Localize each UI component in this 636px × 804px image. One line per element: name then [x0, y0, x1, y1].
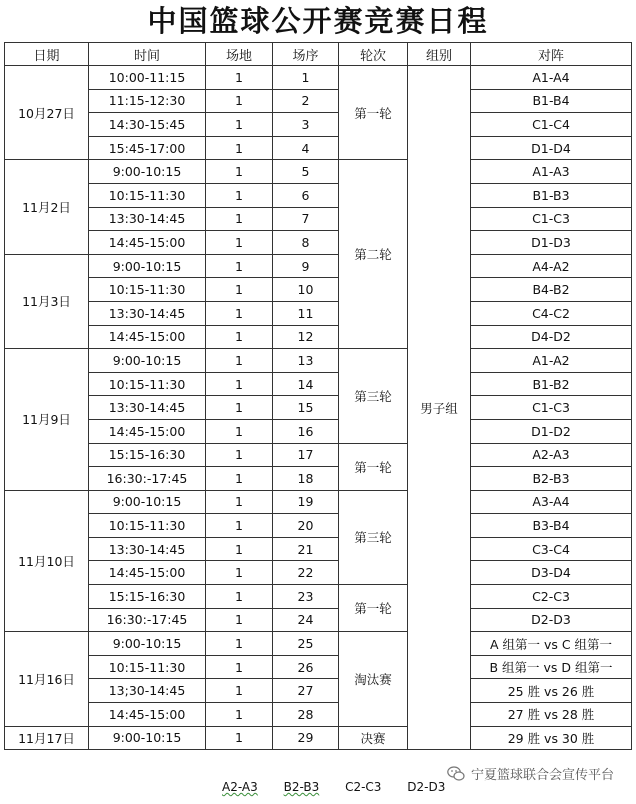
- header-date: 日期: [5, 43, 89, 66]
- match-cell: B3-B4: [471, 514, 632, 538]
- court-cell: 1: [206, 585, 273, 609]
- match-cell: A1-A2: [471, 349, 632, 373]
- seq-cell: 7: [273, 207, 339, 231]
- time-cell: 14:45-15:00: [89, 325, 206, 349]
- table-row: [5, 301, 632, 325]
- time-cell: 10:15-11:30: [89, 655, 206, 679]
- seq-cell: 6: [273, 183, 339, 207]
- table-row: [5, 490, 632, 514]
- table-row: [5, 349, 632, 373]
- time-cell: 9:00-10:15: [89, 349, 206, 373]
- seq-cell: 2: [273, 89, 339, 113]
- time-cell: 10:15-11:30: [89, 278, 206, 302]
- wechat-icon: [447, 766, 465, 782]
- time-cell: 15:15-16:30: [89, 443, 206, 467]
- seq-cell: 24: [273, 608, 339, 632]
- date-cell: 11月10日: [5, 490, 89, 632]
- time-cell: 10:15-11:30: [89, 372, 206, 396]
- match-cell: D2-D3: [471, 608, 632, 632]
- seq-cell: 10: [273, 278, 339, 302]
- time-cell: 9:00-10:15: [89, 160, 206, 184]
- date-cell: 11月17日: [5, 726, 89, 750]
- time-cell: 14:45-15:00: [89, 561, 206, 585]
- seq-cell: 4: [273, 136, 339, 160]
- round-cell: 决赛: [339, 726, 408, 750]
- court-cell: 1: [206, 703, 273, 727]
- table-row: [5, 372, 632, 396]
- table-row: [5, 89, 632, 113]
- seq-cell: 1: [273, 66, 339, 90]
- table-row: [5, 113, 632, 137]
- time-cell: 14:45-15:00: [89, 419, 206, 443]
- match-cell: B2-B3: [471, 467, 632, 491]
- header-row: [5, 43, 632, 66]
- time-cell: 16:30:-17:45: [89, 467, 206, 491]
- time-cell: 9:00-10:15: [89, 490, 206, 514]
- header-time: 时间: [89, 43, 206, 66]
- time-cell: 9:00-10:15: [89, 254, 206, 278]
- match-cell: C1-C4: [471, 113, 632, 137]
- match-cell: B 组第一 vs D 组第一: [471, 655, 632, 679]
- match-cell: A3-A4: [471, 490, 632, 514]
- schedule-body: [5, 66, 632, 750]
- match-cell: C4-C2: [471, 301, 632, 325]
- footer-item: C2-C3: [345, 780, 382, 794]
- seq-cell: 12: [273, 325, 339, 349]
- match-cell: D4-D2: [471, 325, 632, 349]
- table-row: [5, 396, 632, 420]
- time-cell: 10:15-11:30: [89, 514, 206, 538]
- time-cell: 13:30-14:45: [89, 396, 206, 420]
- match-cell: C1-C3: [471, 207, 632, 231]
- court-cell: 1: [206, 207, 273, 231]
- match-cell: D1-D2: [471, 419, 632, 443]
- table-row: [5, 632, 632, 656]
- watermark: [447, 764, 614, 783]
- table-row: [5, 419, 632, 443]
- court-cell: 1: [206, 537, 273, 561]
- court-cell: 1: [206, 231, 273, 255]
- court-cell: 1: [206, 726, 273, 750]
- court-cell: 1: [206, 655, 273, 679]
- court-cell: 1: [206, 396, 273, 420]
- seq-cell: 20: [273, 514, 339, 538]
- court-cell: 1: [206, 325, 273, 349]
- seq-cell: 11: [273, 301, 339, 325]
- time-cell: 13:30-14:45: [89, 537, 206, 561]
- seq-cell: 9: [273, 254, 339, 278]
- round-cell: 第一轮: [339, 66, 408, 160]
- court-cell: 1: [206, 136, 273, 160]
- match-cell: D1-D3: [471, 231, 632, 255]
- table-row: [5, 537, 632, 561]
- page-title: 中国篮球公开赛竞赛日程: [147, 4, 489, 38]
- seq-cell: 3: [273, 113, 339, 137]
- match-cell: B1-B2: [471, 372, 632, 396]
- seq-cell: 26: [273, 655, 339, 679]
- court-cell: 1: [206, 183, 273, 207]
- footer-item: B2-B3: [283, 780, 320, 794]
- table-row: [5, 655, 632, 679]
- schedule-table: [4, 42, 632, 750]
- seq-cell: 5: [273, 160, 339, 184]
- date-cell: 11月2日: [5, 160, 89, 254]
- court-cell: 1: [206, 632, 273, 656]
- match-cell: A 组第一 vs C 组第一: [471, 632, 632, 656]
- match-cell: 29 胜 vs 30 胜: [471, 726, 632, 750]
- table-row: [5, 183, 632, 207]
- time-cell: 14:45-15:00: [89, 703, 206, 727]
- footer-item: A2-A3: [222, 780, 258, 794]
- round-cell: 第二轮: [339, 160, 408, 349]
- match-cell: A4-A2: [471, 254, 632, 278]
- date-cell: 11月9日: [5, 349, 89, 491]
- court-cell: 1: [206, 679, 273, 703]
- round-cell: 第三轮: [339, 490, 408, 584]
- time-cell: 15:15-16:30: [89, 585, 206, 609]
- court-cell: 1: [206, 443, 273, 467]
- seq-cell: 16: [273, 419, 339, 443]
- date-cell: 10月27日: [5, 66, 89, 160]
- header-court: 场地: [206, 43, 273, 66]
- round-cell: 第一轮: [339, 443, 408, 490]
- round-cell: 第一轮: [339, 585, 408, 632]
- table-row: [5, 160, 632, 184]
- footer-item: D2-D3: [407, 780, 446, 794]
- table-row: [5, 278, 632, 302]
- court-cell: 1: [206, 89, 273, 113]
- time-cell: 13:30-14:45: [89, 301, 206, 325]
- time-cell: 11:15-12:30: [89, 89, 206, 113]
- watermark-text: 宁夏篮球联合会宣传平台: [470, 768, 614, 783]
- date-cell: 11月16日: [5, 632, 89, 726]
- court-cell: 1: [206, 278, 273, 302]
- match-cell: A1-A4: [471, 66, 632, 90]
- time-cell: 13;30-14:45: [89, 679, 206, 703]
- seq-cell: 28: [273, 703, 339, 727]
- match-cell: B1-B4: [471, 89, 632, 113]
- table-row: [5, 467, 632, 491]
- match-cell: 27 胜 vs 28 胜: [471, 703, 632, 727]
- match-cell: D3-D4: [471, 561, 632, 585]
- seq-cell: 14: [273, 372, 339, 396]
- table-row: [5, 443, 632, 467]
- time-cell: 14:30-15:45: [89, 113, 206, 137]
- round-cell: 第三轮: [339, 349, 408, 443]
- match-cell: 25 胜 vs 26 胜: [471, 679, 632, 703]
- seq-cell: 15: [273, 396, 339, 420]
- seq-cell: 22: [273, 561, 339, 585]
- seq-cell: 17: [273, 443, 339, 467]
- court-cell: 1: [206, 490, 273, 514]
- table-row: [5, 514, 632, 538]
- court-cell: 1: [206, 467, 273, 491]
- time-cell: 14:45-15:00: [89, 231, 206, 255]
- match-cell: B1-B3: [471, 183, 632, 207]
- court-cell: 1: [206, 66, 273, 90]
- seq-cell: 8: [273, 231, 339, 255]
- match-cell: A1-A3: [471, 160, 632, 184]
- table-row: [5, 679, 632, 703]
- match-cell: C2-C3: [471, 585, 632, 609]
- table-row: [5, 66, 632, 90]
- match-cell: C3-C4: [471, 537, 632, 561]
- header-round: 轮次: [339, 43, 408, 66]
- court-cell: 1: [206, 160, 273, 184]
- seq-cell: 23: [273, 585, 339, 609]
- table-row: [5, 608, 632, 632]
- seq-cell: 27: [273, 679, 339, 703]
- round-cell: 淘汰赛: [339, 632, 408, 726]
- table-row: [5, 231, 632, 255]
- header-match: 对阵: [471, 43, 632, 66]
- table-row: [5, 254, 632, 278]
- court-cell: 1: [206, 608, 273, 632]
- court-cell: 1: [206, 561, 273, 585]
- table-row: [5, 703, 632, 727]
- time-cell: 10:15-11:30: [89, 183, 206, 207]
- table-row: [5, 136, 632, 160]
- table-row: [5, 726, 632, 750]
- court-cell: 1: [206, 514, 273, 538]
- header-seq: 场序: [273, 43, 339, 66]
- table-row: [5, 207, 632, 231]
- time-cell: 9:00-10:15: [89, 726, 206, 750]
- footer-note: [222, 780, 457, 794]
- seq-cell: 25: [273, 632, 339, 656]
- time-cell: 15:45-17:00: [89, 136, 206, 160]
- date-cell: 11月3日: [5, 254, 89, 348]
- match-cell: C1-C3: [471, 396, 632, 420]
- seq-cell: 19: [273, 490, 339, 514]
- time-cell: 10:00-11:15: [89, 66, 206, 90]
- match-cell: D1-D4: [471, 136, 632, 160]
- time-cell: 9:00-10:15: [89, 632, 206, 656]
- match-cell: B4-B2: [471, 278, 632, 302]
- group-cell: 男子组: [408, 66, 471, 750]
- court-cell: 1: [206, 301, 273, 325]
- time-cell: 16:30:-17:45: [89, 608, 206, 632]
- seq-cell: 18: [273, 467, 339, 491]
- table-row: [5, 561, 632, 585]
- header-group: 组别: [408, 43, 471, 66]
- time-cell: 13:30-14:45: [89, 207, 206, 231]
- match-cell: A2-A3: [471, 443, 632, 467]
- table-row: [5, 325, 632, 349]
- court-cell: 1: [206, 372, 273, 396]
- court-cell: 1: [206, 113, 273, 137]
- seq-cell: 21: [273, 537, 339, 561]
- table-row: [5, 585, 632, 609]
- seq-cell: 13: [273, 349, 339, 373]
- court-cell: 1: [206, 349, 273, 373]
- seq-cell: 29: [273, 726, 339, 750]
- court-cell: 1: [206, 254, 273, 278]
- court-cell: 1: [206, 419, 273, 443]
